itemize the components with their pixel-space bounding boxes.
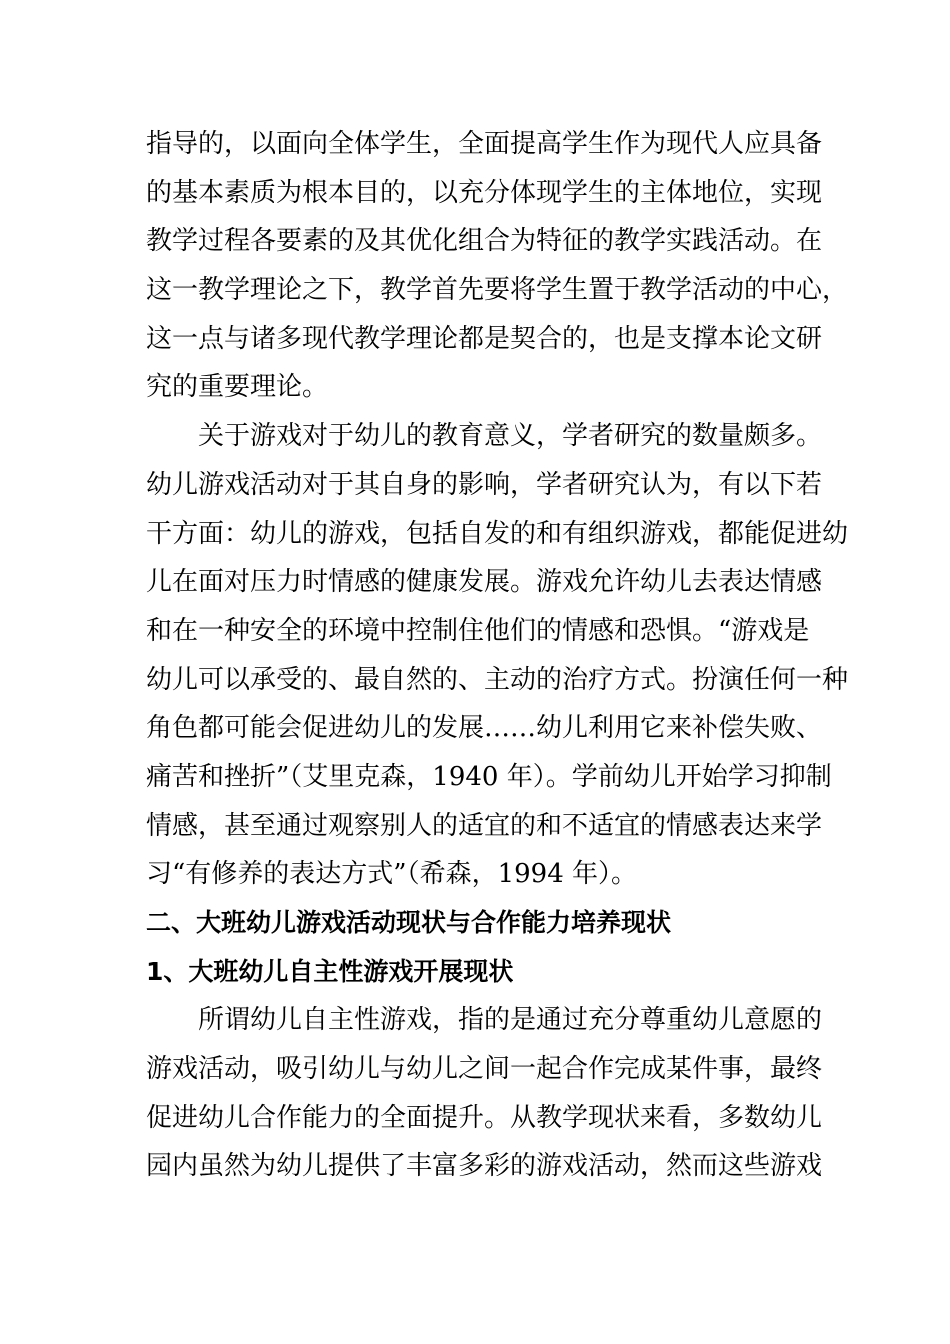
text-line: 园内虽然为幼儿提供了丰富多彩的游戏活动，然而这些游戏 <box>146 1151 823 1182</box>
text-line: 情感，甚至通过观察别人的适宜的和不适宜的情感表达来学 <box>146 810 823 841</box>
paragraph-theory <box>146 120 849 412</box>
text-line: 所谓幼儿自主性游戏，指的是通过充分尊重幼儿意愿的 <box>198 1005 823 1036</box>
text-line: 幼儿可以承受的、最自然的、主动的治疗方式。扮演任何一种 <box>146 664 849 695</box>
text-line: 儿在面对压力时情感的健康发展。游戏允许幼儿去表达情感 <box>146 567 823 598</box>
text-line: 促进幼儿合作能力的全面提升。从教学现状来看，多数幼儿 <box>146 1102 823 1133</box>
text-line: 幼儿游戏活动对于其自身的影响，学者研究认为，有以下若 <box>146 469 823 500</box>
text-line: 习“有修养的表达方式”（希森，1994 年）。 <box>146 859 638 890</box>
paragraph-autonomous-games <box>146 996 823 1191</box>
text-line: 指导的，以面向全体学生，全面提高学生作为现代人应具备 <box>146 129 823 159</box>
paragraph-game-significance <box>146 412 849 899</box>
text-line: 这一点与诸多现代教学理论都是契合的，也是支撑本论文研 <box>146 323 823 354</box>
section-heading: 二、大班幼儿游戏活动现状与合作能力培养现状 <box>146 908 672 937</box>
text-line: 干方面：幼儿的游戏，包括自发的和有组织游戏，都能促进幼 <box>146 518 849 549</box>
text-line: 和在一种安全的环境中控制住他们的情感和恐惧。“游戏是 <box>146 615 810 646</box>
text-line: 痛苦和挫折”（艾里克森，1940 年）。学前幼儿开始学习抑制 <box>146 761 832 792</box>
subsection-heading: 1、大班幼儿自主性游戏开展现状 <box>146 956 514 986</box>
text-line: 角色都可能会促进幼儿的发展……幼儿利用它来补偿失败、 <box>146 713 823 744</box>
text-line: 的基本素质为根本目的，以充分体现学生的主体地位，实现 <box>146 177 823 208</box>
text-line: 游戏活动，吸引幼儿与幼儿之间一起合作完成某件事，最终 <box>146 1054 823 1085</box>
text-line: 教学过程各要素的及其优化组合为特征的教学实践活动。在 <box>146 226 823 257</box>
text-line: 这一教学理论之下，教学首先要将学生置于教学活动的中心， <box>146 275 849 306</box>
text-line: 关于游戏对于幼儿的教育意义，学者研究的数量颇多。 <box>198 421 823 452</box>
text-line: 究的重要理论。 <box>146 372 329 403</box>
document-body <box>146 120 849 1191</box>
